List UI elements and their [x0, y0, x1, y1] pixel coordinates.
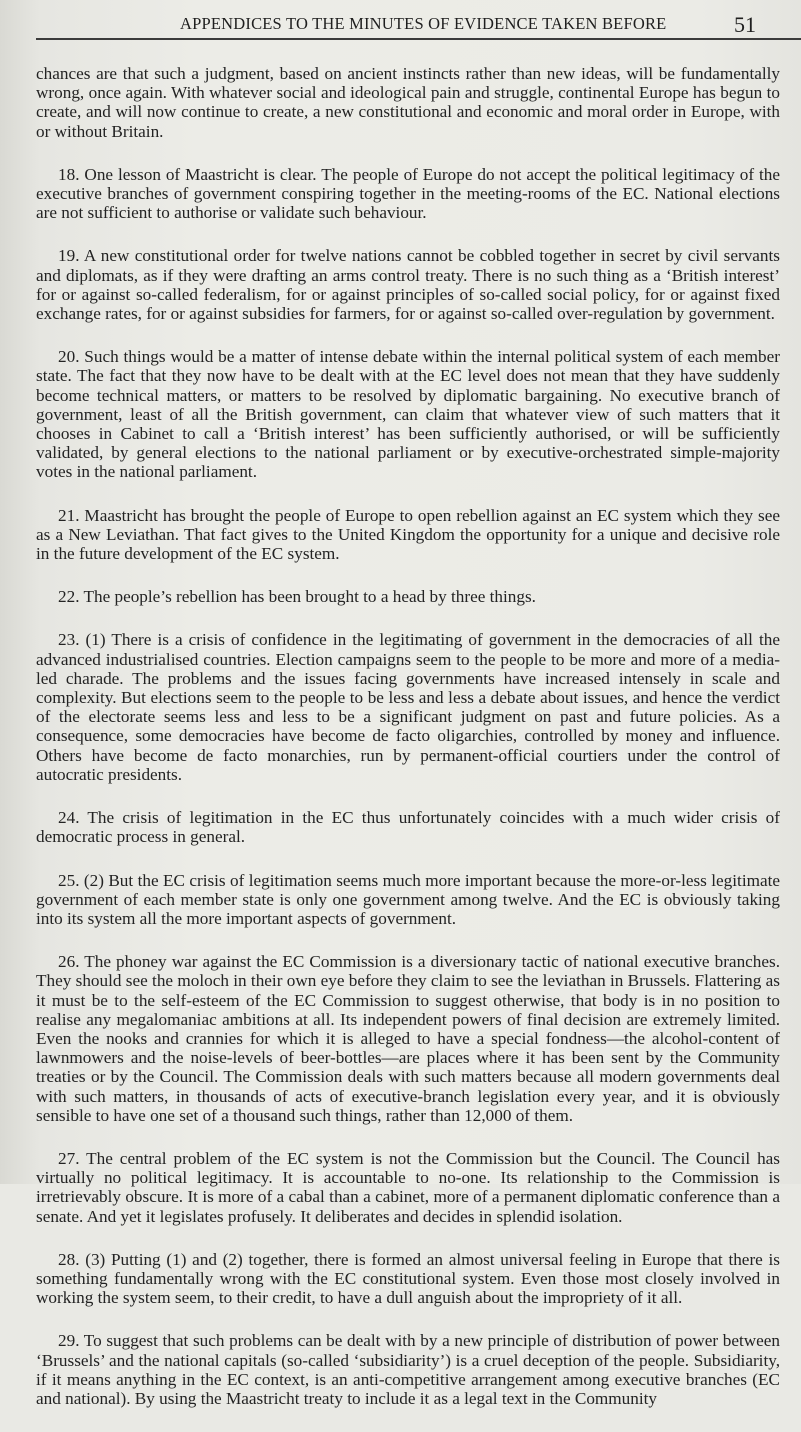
running-head: APPENDICES TO THE MINUTES OF EVIDENCE TAKEN BEFORE — [180, 14, 667, 33]
paragraph-18 — [36, 165, 780, 223]
paragraph-24 — [36, 808, 780, 846]
paragraph-text: 27. The central problem of the EC system is not the Commission but the Council. The Council has virtually no political legitimacy. It is accountable to no-one. Its relationship to the Commission is irretrievably obscure. It is more of a cabal than a cabinet, more of a permanent diplomatic conference than a senate. And yet it legislates profusely. It deliberates and decides in splendid isolation. — [36, 1148, 780, 1226]
paragraph-text: 29. To suggest that such problems can be dealt with by a new principle of distribution of power between ‘Brussels’ and the national capitals (so-called ‘subsidiarity’) is a cruel deception of the people. Subsidiarity, if it means anything in the EC context, is an anti-competitive arrangement among executive branches (EC and national). By using the Maastricht treaty to include it as a legal text in the Community — [36, 1331, 780, 1408]
page-header — [0, 14, 801, 38]
paragraph-text: 23. (1) There is a crisis of confidence in the legitimating of government in the democracies of all the advanced industrialised countries. Election campaigns seem to the people to be more and more of a media-led charade. The problems and the issues facing governments have increased intensely in scale and complexity. But elections seem to the people to be less and less a debate about issues, and hence the verdict of the electorate seems less and less to be a significant judgment on past and future policies. As a consequence, some democracies have become de facto oligarchies, controlled by money and influence. Others have become de facto monarchies, run by permanent-official courtiers under the control of autocratic presidents. — [36, 630, 780, 784]
paragraph-26 — [36, 952, 780, 1125]
body-text — [36, 64, 780, 1432]
header-rule — [36, 38, 801, 40]
paragraph-text: 22. The people’s rebellion has been brought to a head by three things. — [58, 587, 536, 607]
paragraph-continued: chances are that such a judgment, based on ancient instincts rather than new ideas, will be fundamentally wrong, once again. With whatever social and ideological pain and struggle, continental Europe has begun to create, and will now continue to create, a new constitutional and economic and moral order in Europe, with or without Britain. — [36, 64, 780, 141]
paragraph-text: 19. A new constitutional order for twelve nations cannot be cobbled together in secret by civil servants and diplomats, as if they were drafting an arms control treaty. There is no such thing as a ‘British interest’ for or against so-called federalism, for or against principles of so-called social policy, for or against fixed exchange rates, for or against subsidies for farmers, for or against so-called over-regulation by government. — [36, 246, 780, 324]
paragraph-text: 28. (3) Putting (1) and (2) together, there is formed an almost universal feeling in Europe that there is something fundamentally wrong with the EC constitutional system. Even those most closely involved in working the system seem, to their credit, to have a dull anguish about the impropriety of it all. — [36, 1249, 780, 1308]
paragraph-21 — [36, 506, 780, 564]
paragraph-text: 18. One lesson of Maastricht is clear. The people of Europe do not accept the political legitimacy of the executive branches of government conspiring together in the meeting-rooms of the EC. National elections are not sufficient to authorise or validate such behaviour. — [36, 164, 780, 223]
paragraph-text: 26. The phoney war against the EC Commission is a diversionary tactic of national executive branches. They should see the moloch in their own eye before they claim to see the leviathan in Brussels. Flattering as it must be to the self-esteem of the EC Commission to suggest otherwise, that body is in no position to realise any megalomaniac ambitions at all. Its independent powers of final decision are extremely limited. Even the nooks and crannies for which it is alleged to have a special fondness—the alcohol-content of lawnmowers and the noise-levels of beer-bottles—are places where it has been sent by the Community treaties or by the Council. The Commission deals with such matters because all modern governments deal with such matters, in thousands of acts of executive-branch legislation every year, and it is obviously sensible to have one set of a thousand such things, rather than 12,000 of them. — [36, 952, 780, 1125]
paragraph-text: 21. Maastricht has brought the people of Europe to open rebellion against an EC system which they see as a New Leviathan. That fact gives to the United Kingdom the opportunity for a unique and decisive role in the future development of the EC system. — [36, 505, 780, 564]
paragraph-22 — [36, 587, 780, 606]
paragraph-25 — [36, 871, 780, 929]
paragraph-28 — [36, 1250, 780, 1308]
paragraph-19 — [36, 246, 780, 323]
paragraph-23 — [36, 630, 780, 784]
paragraph-29 — [36, 1331, 780, 1408]
page-number: 51 — [734, 12, 756, 37]
paragraph-text: 24. The crisis of legitimation in the EC thus unfortunately coincides with a much wider crisis of democratic process in general. — [36, 808, 780, 847]
paragraph-27 — [36, 1149, 780, 1226]
paragraph-20 — [36, 347, 780, 481]
paragraph-text: 20. Such things would be a matter of intense debate within the internal political system of each member state. The fact that they now have to be dealt with at the EC level does not mean that they have suddenly become technical matters, or matters to be resolved by diplomatic bargaining. No executive branch of government, least of all the British government, can claim that whatever view of such matters that it chooses in Cabinet to call a ‘British interest’ has been sufficiently authorised, or will be sufficiently validated, by general elections to the national parliament or by executive-orchestrated simple-majority votes in the national parliament. — [36, 347, 780, 482]
paragraph-text: 25. (2) But the EC crisis of legitimation seems much more important because the more-or-less legitimate government of each member state is only one government among twelve. And the EC is obviously taking into its system all the more important aspects of government. — [36, 870, 780, 928]
